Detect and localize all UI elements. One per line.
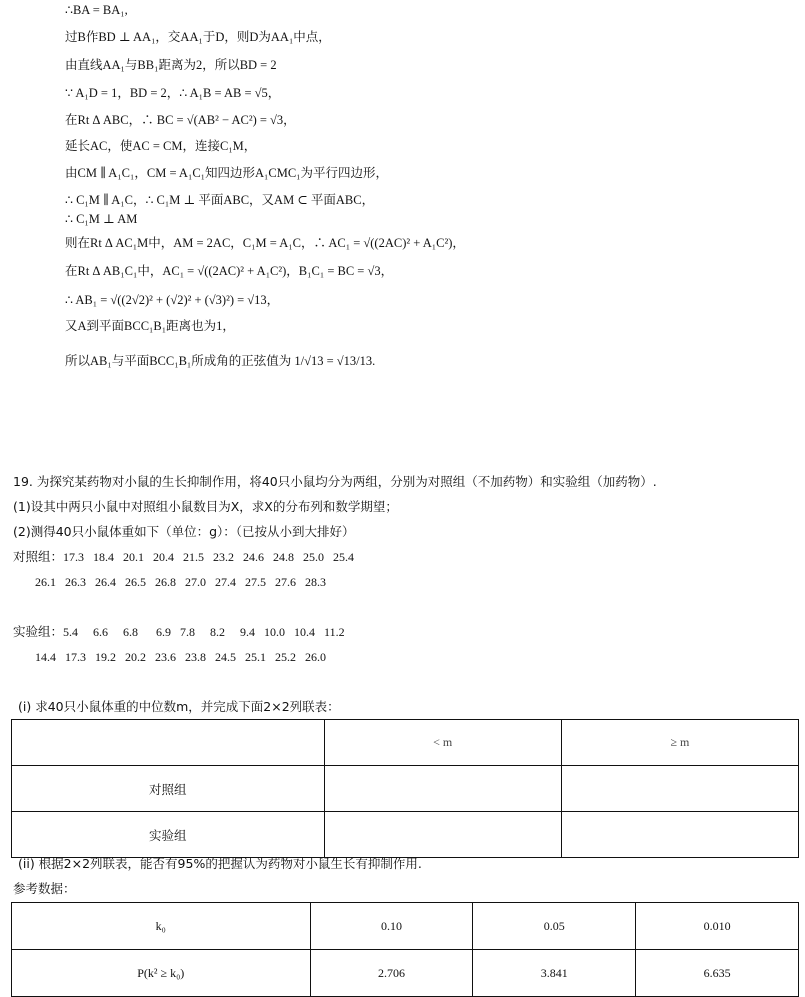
table-row (12, 720, 799, 766)
table-cell: 0.010 (636, 903, 799, 950)
solution-line: ∴ AB₁ = √((2√2)² + (√2)² + (√3)²) = √13， (65, 293, 280, 307)
reference-label: 参考数据： (13, 881, 76, 896)
table-cell: 3.841 (473, 950, 636, 997)
table-row (12, 812, 799, 858)
solution-line: 又A到平面BCC₁B₁距离也为1， (65, 319, 235, 333)
probability-label: P(k² ≥ k₀) (12, 950, 311, 997)
solution-line: ∴ C₁M ⊥ AM (65, 212, 138, 226)
control-group-label: 对照组： (13, 549, 64, 564)
table-cell: 0.10 (310, 903, 473, 950)
experiment-values-1: 5.4 6.6 6.8 6.9 7.8 8.2 9.4 10.0 10.4 11.2 (63, 625, 345, 639)
solution-line: 在Rt Δ ABC，∴ BC = √(AB² − AC²) = √3， (65, 113, 296, 127)
reference-table (11, 902, 799, 997)
experiment-values-2: 14.4 17.3 19.2 20.2 23.6 23.8 24.5 25.1 25.2 26.0 (35, 650, 326, 664)
table-cell: 0.05 (473, 903, 636, 950)
row-label-control: 对照组 (12, 766, 325, 812)
problem-part-1: (1)设其中两只小鼠中对照组小鼠数目为X，求X的分布列和数学期望； (13, 499, 398, 514)
table-cell: 2.706 (310, 950, 473, 997)
solution-line: 由直线AA₁与BB₁距离为2，所以BD = 2 (65, 58, 277, 72)
solution-line: 延长AC，使AC = CM，连接C₁M， (65, 139, 257, 153)
table-cell (324, 812, 561, 858)
table-cell (561, 812, 798, 858)
experiment-group-label: 实验组： (13, 624, 64, 639)
problem-title: 19. 为探究某药物对小鼠的生长抑制作用，将40只小鼠均分为两组，分别为对照组（不加药物）和实验组（加药物）. (13, 474, 657, 489)
table-row (12, 766, 799, 812)
table-row (12, 903, 799, 950)
table-cell: 6.635 (636, 950, 799, 997)
control-values-1: 17.3 18.4 20.1 20.4 21.5 23.2 24.6 24.8 25.0 25.4 (63, 550, 355, 564)
problem-part-2: (2)测得40只小鼠体重如下（单位：g）：（已按从小到大排好） (13, 524, 355, 539)
sub-question-i: (i) 求40只小鼠体重的中位数m，并完成下面2×2列联表： (18, 699, 340, 714)
solution-line: 则在Rt Δ AC₁M中，AM = 2AC，C₁M = A₁C，∴ AC₁ = √((2AC)² + A₁C²)， (65, 236, 465, 250)
row-label-experiment: 实验组 (12, 812, 325, 858)
control-values-2: 26.1 26.3 26.4 26.5 26.8 27.0 27.4 27.5 27.6 28.3 (35, 575, 326, 589)
solution-line: ∴ C₁M ∥ A₁C，∴ C₁M ⊥ 平面ABC，又AM ⊂ 平面ABC， (65, 193, 375, 207)
solution-line: ∴BA = BA₁, (65, 3, 128, 17)
table-cell (12, 720, 325, 766)
experiment-group-row-1 (13, 624, 345, 640)
table-header-less-m: < m (324, 720, 561, 766)
control-group-row-1 (13, 549, 354, 565)
table-cell (561, 766, 798, 812)
solution-line: 在Rt Δ AB₁C₁中，AC₁ = √((2AC)² + A₁C²)，B₁C₁ = BC = √3， (65, 264, 394, 278)
solution-line: ∵ A₁D = 1，BD = 2，∴ A₁B = AB = √5， (65, 86, 281, 100)
solution-line: 过B作BD ⊥ AA₁，交AA₁于D，则D为AA₁中点， (65, 30, 331, 44)
sub-question-ii: (ii) 根据2×2列联表，能否有95%的把握认为药物对小鼠生长有抑制作用. (18, 856, 422, 871)
solution-line: 由CM ∥ A₁C₁，CM = A₁C₁知四边形A₁CMC₁为平行四边形， (65, 166, 389, 180)
contingency-table (11, 719, 799, 858)
k0-label: k₀ (12, 903, 311, 950)
table-header-geq-m: ≥ m (561, 720, 798, 766)
table-row (12, 950, 799, 997)
table-cell (324, 766, 561, 812)
solution-line: 所以AB₁与平面BCC₁B₁所成角的正弦值为 1/√13 = √13/13. (65, 354, 376, 368)
